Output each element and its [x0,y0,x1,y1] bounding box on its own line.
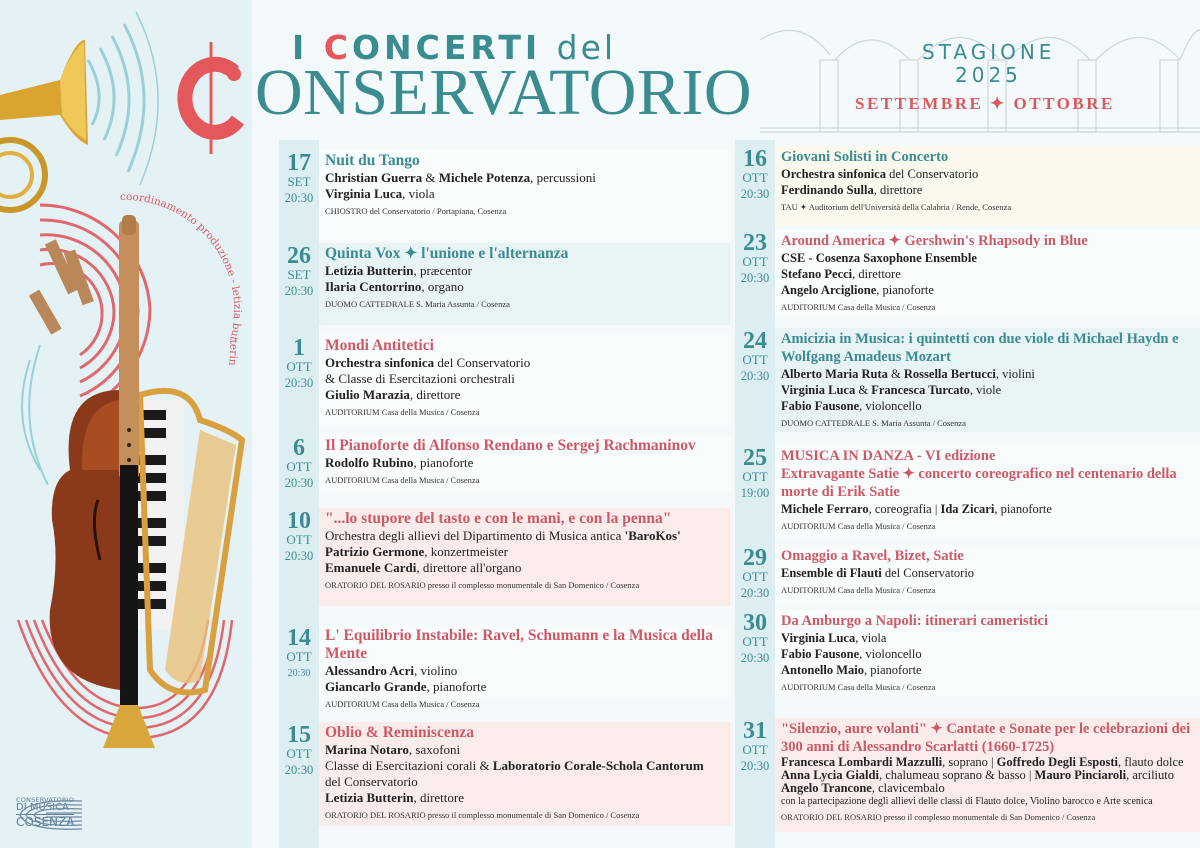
cello-icon [50,390,120,690]
event-item [735,718,1200,832]
event-day: 26 [287,243,311,269]
event-item [735,445,1200,537]
event-time: 20:30 [740,271,770,285]
event-details [319,243,731,325]
event-day: 30 [743,610,767,636]
event-date [735,230,775,316]
performer-role: del Conservatorio [325,774,418,789]
event-month: SET [287,267,311,282]
logo-line-3: COSENZA [16,815,75,829]
event-date [735,328,775,432]
performer-role: , violino [413,663,458,678]
event-date [279,335,319,425]
event-venue: AUDITORIUM Casa della Musica / Cosenza [781,585,936,595]
event-title: Around America ✦ Gershwin's Rhapsody in Blue [781,233,1088,249]
performer-name: Ensemble di Flauti [781,566,882,580]
performer-name: Francesca Turcato [871,383,970,397]
event-venue: TAU ✦ Auditorium dell'Università della Calabria / Rende, Cosenza [781,202,1012,212]
event-performer-line [781,565,1200,581]
performer-name: Michele Ferraro [781,502,869,516]
event-venue: DUOMO CATTEDRALE S. Maria Assunta / Cosenza [781,418,966,428]
performer-name: Orchestra sinfonica [325,355,435,370]
event-item [735,230,1200,316]
conservatorio-logo [16,797,74,829]
performer-role: , coreografia | [868,502,941,516]
performer-name: Virginia Luca [325,186,403,201]
performer-name: Goffredo Degli Esposti [996,755,1118,769]
event-day: 29 [743,545,767,571]
event-performer-line [781,795,1200,808]
performer-role: , saxofoni [408,742,461,757]
event-details [319,335,731,425]
event-performer-line [325,663,731,679]
event-month: OTT [742,742,768,757]
event-month: OTT [286,746,312,761]
big-c-monogram-icon [172,42,250,154]
performer-role: , direttore [852,267,901,281]
event-details [319,508,731,606]
performer-role: , direttore [409,387,461,402]
performer-name: Fabio Fausone [781,647,860,661]
performer-name: Rodolfo Rubino [325,455,414,470]
performer-role: , konzertmeister [424,544,509,559]
performer-name: Angelo Trancone [781,781,872,795]
performer-role: , direttore all'organo [416,560,522,575]
event-date [279,625,319,697]
performer-role: , pianoforte [876,283,934,297]
event-performer-line [781,630,1200,646]
performer-name: Virginia Luca [781,383,856,397]
event-time: 20:30 [284,476,314,490]
event-time: 20:30 [284,284,314,298]
season-months: SETTEMBRE ✦ OTTOBRE [855,94,1115,113]
event-day: 6 [293,435,305,461]
performer-name: Virginia Luca [781,631,856,645]
event-time: 20:30 [284,376,314,390]
performer-name: CSE - Cosenza Saxophone Ensemble [781,251,977,265]
performer-role: & [887,367,904,381]
event-performer-line [781,366,1200,382]
event-details [775,610,1200,696]
event-month: OTT [286,459,312,474]
event-performer-line [325,371,731,387]
event-day: 14 [287,625,311,651]
event-date [735,718,775,832]
event-date [735,445,775,537]
performer-role: , percussioni [530,170,596,185]
performer-name: Ilaria Centorrino [325,279,422,294]
event-date [279,722,319,826]
title-del: del [556,28,617,67]
event-performer-line [781,250,1200,266]
event-title: Amicizia in Musica: i quintetti con due viole di Michael Haydn e Wolfgang Amadeus Mozart [781,331,1179,365]
event-title: Giovani Solisti in Concerto [781,149,949,165]
event-title: Nuit du Tango [325,152,420,169]
performer-name: Letizia Butterin [325,263,414,278]
event-title: Da Amburgo a Napoli: itinerari cameristici [781,613,1048,629]
event-date [279,435,319,493]
title-word: ONCERTI [352,28,542,67]
event-time: 20:30 [284,549,314,563]
event-item [735,545,1200,605]
event-month: OTT [286,649,312,664]
event-month: OTT [286,532,312,547]
event-details [775,230,1200,316]
event-item [279,435,731,493]
event-performer-line [781,501,1200,517]
event-month: OTT [286,359,312,374]
event-performer-line [325,758,731,774]
event-item [279,625,731,709]
performer-role: & Classe di Esercitazioni orchestrali [325,371,515,386]
performer-name: Giancarlo Grande [325,679,427,694]
event-venue: AUDITORIUM Casa della Musica / Cosenza [781,302,936,312]
event-performer-line [325,263,731,279]
event-date [735,545,775,605]
performer-role: Classe di Esercitazioni corali & [325,758,493,773]
event-venue: ORATORIO DEL ROSARIO presso il complesso monumentale di San Domenico / Cosenza [325,810,640,820]
event-title: Mondi Antitetici [325,337,434,354]
event-item [735,146,1200,226]
event-details [775,545,1200,605]
performer-name: Ferdinando Sulla [781,183,874,197]
performer-role: , viole [969,383,1002,397]
event-performer-line [325,742,731,758]
event-title: MUSICA IN DANZA - VI edizione [781,448,996,464]
event-venue: ORATORIO DEL ROSARIO presso il complesso monumentale di San Domenico / Cosenza [325,580,640,590]
performer-role: , pianoforte [863,663,922,677]
event-month: OTT [742,634,768,649]
title-prefix: I [292,28,324,67]
event-day: 23 [743,230,767,256]
performer-role: , flauto dolce [1117,755,1184,769]
event-date [279,150,319,240]
event-month: OTT [742,352,768,367]
event-details [319,150,731,240]
performer-name: Antonello Maio [781,663,864,677]
event-month: SET [287,174,311,189]
event-time: 20:30 [740,369,770,383]
event-performer-line [325,544,731,560]
event-day: 15 [287,722,311,748]
event-date [279,243,319,325]
event-performer-line [325,528,731,544]
event-details [775,146,1200,226]
performer-name: Francesca Lombardi Mazzulli [781,755,943,769]
performer-name: Laboratorio Corale-Schola Cantorum [492,758,704,773]
event-time: 20:30 [740,651,770,665]
performer-role: , violini [995,367,1035,381]
logo-waves-icon [16,797,84,833]
event-title: Omaggio a Ravel, Bizet, Satie [781,548,964,564]
logo-line-1: CONSERVATORIO [16,795,75,804]
events-column-right [735,140,1200,848]
event-performer-line [325,790,731,806]
event-month: OTT [742,170,768,185]
event-venue: ORATORIO DEL ROSARIO presso il complesso monumentale di San Domenico / Cosenza [781,812,1096,822]
performer-role: del Conservatorio [881,566,975,580]
event-day: 24 [743,328,767,354]
event-item [735,610,1200,696]
event-day: 10 [287,508,311,534]
event-venue: CHIOSTRO del Conservatorio / Portapiana, Cosenza [325,206,507,216]
event-item [279,722,731,826]
performer-role: , arciliuto [1126,768,1174,782]
performer-role: , clavicembalo [871,781,945,795]
performer-role: & [422,170,439,185]
event-time: 20:30 [284,191,314,205]
performer-name: Ida Zicari [940,502,995,516]
event-item [279,508,731,606]
performer-role: con la partecipazione degli allievi delle classi di Flauto dolce, Violino barocco e Arte scenica [781,796,1153,807]
event-month: OTT [742,569,768,584]
events-column-left [279,140,731,848]
event-title: L' Equilibrio Instabile: Ravel, Schumann e la Musica della Mente [325,627,713,662]
performer-name: Christian Guerra [325,170,423,185]
performer-role: del Conservatorio [434,355,531,370]
performer-role: , præcentor [413,263,472,278]
title-c-letter: C [323,28,352,67]
season-label: STAGIONE [922,40,1056,64]
performer-name: Angelo Arciglione [781,283,877,297]
event-item [279,335,731,425]
event-performer-line [325,679,731,695]
event-performer-line [781,266,1200,282]
event-title: Extravagante Satie ✦ concerto coreografico nel centenario della morte di Erik Satie [781,466,1177,500]
performer-name: Alessandro Acri [325,663,414,678]
performer-role: Orchestra degli allievi del Dipartimento di Musica antica [325,528,625,543]
event-performer-line [781,182,1200,198]
performer-role: , chalumeau soprano & basso | [878,768,1035,782]
event-title: Oblio & Reminiscenza [325,724,474,741]
performer-name: Marina Notaro [325,742,409,757]
season-year: 2025 [955,63,1022,87]
event-month: OTT [742,254,768,269]
performer-name: 'BaroKos' [624,528,681,543]
performer-role: , pianoforte [994,502,1052,516]
event-item [279,243,731,325]
performer-name: Letizia Butterin [325,790,414,805]
event-time: 20:30 [284,763,314,777]
performer-role: & [855,383,872,397]
performer-name: Orchestra sinfonica [781,167,886,181]
event-performer-line [325,560,731,576]
event-venue: AUDITORIUM Casa della Musica / Cosenza [325,699,480,709]
event-title: "Silenzio, aure volanti" ✦ Cantate e Sonate per le celebrazioni dei 300 anni di Alessandro Scarlatti (1660-1725) [781,721,1191,755]
event-date [735,146,775,226]
event-item [279,150,731,240]
performer-name: Alberto Maria Ruta [781,367,888,381]
event-venue: AUDITORIUM Casa della Musica / Cosenza [781,521,936,531]
event-item [735,328,1200,432]
performer-role: , organo [421,279,464,294]
event-performer-line [781,282,1200,298]
event-venue: DUOMO CATTEDRALE S. Maria Assunta / Cosenza [325,299,510,309]
event-title: Il Pianoforte di Alfonso Rendano e Sergej Rachmaninov [325,437,696,454]
event-venue: AUDITORIUM Casa della Musica / Cosenza [325,407,480,417]
event-performer-line [325,279,731,295]
event-time: 20:30 [740,187,770,201]
event-title: "...lo stupore del tasto e con le mani, e con la penna" [325,510,672,527]
performer-name: Emanuele Cardi [325,560,417,575]
performer-name: Anna Lycia Gialdi [781,768,879,782]
event-performer-line [325,355,731,371]
event-day: 31 [743,718,767,744]
performer-role: , viola [855,631,887,645]
event-details [775,445,1200,537]
event-day: 17 [287,150,311,176]
event-time: 20:30 [740,759,770,773]
event-performer-line [781,646,1200,662]
event-performer-line [325,387,731,403]
performer-role: , violoncello [859,647,922,661]
event-month: OTT [742,469,768,484]
event-venue: AUDITORIUM Casa della Musica / Cosenza [781,682,936,692]
event-date [279,508,319,606]
performer-name: Stefano Pecci [781,267,853,281]
event-details [319,625,731,709]
performer-role: del Conservatorio [885,167,979,181]
performer-role: , soprano | [942,755,997,769]
event-day: 1 [293,335,305,361]
event-day: 25 [743,445,767,471]
performer-role: , pianoforte [426,679,487,694]
event-performer-line [781,398,1200,414]
event-time: 20:30 [287,668,311,679]
event-time: 19:00 [740,486,770,500]
performer-role: , direttore [413,790,465,805]
event-performer-line [781,782,1200,795]
event-performer-line [325,774,731,790]
event-date [735,610,775,696]
event-details [775,328,1200,432]
event-performer-line [781,382,1200,398]
performer-name: Giulio Marazia [325,387,410,402]
performer-role: , violoncello [859,399,922,413]
event-time: 20:30 [740,586,770,600]
event-venue: AUDITORIUM Casa della Musica / Cosenza [325,475,480,485]
performer-name: Fabio Fausone [781,399,860,413]
title-main: ONSERVATORIO [255,56,753,129]
event-performer-line [781,662,1200,678]
performer-name: Mauro Pinciaroli [1034,768,1127,782]
performer-name: Rossella Bertucci [903,367,996,381]
svg-text:coordinamento produzione - let [120,191,243,367]
performer-name: Patrizio Germone [325,544,425,559]
performer-role: , pianoforte [413,455,474,470]
logo-line-2: DI MUSICA [16,803,74,815]
event-performer-line [325,186,731,202]
performer-role: , direttore [873,183,923,197]
event-details [775,718,1200,832]
event-day: 16 [743,146,767,172]
event-title: Quinta Vox ✦ l'unione e l'alternanza [325,245,569,262]
performer-name: Michele Potenza [438,170,531,185]
event-performer-line [325,455,731,471]
performer-role: , viola [402,186,435,201]
event-performer-line [325,170,731,186]
event-details [319,722,731,826]
event-details [319,435,731,493]
production-credit: coordinamento produzione - letizia butterin [119,190,244,367]
event-performer-line [781,166,1200,182]
